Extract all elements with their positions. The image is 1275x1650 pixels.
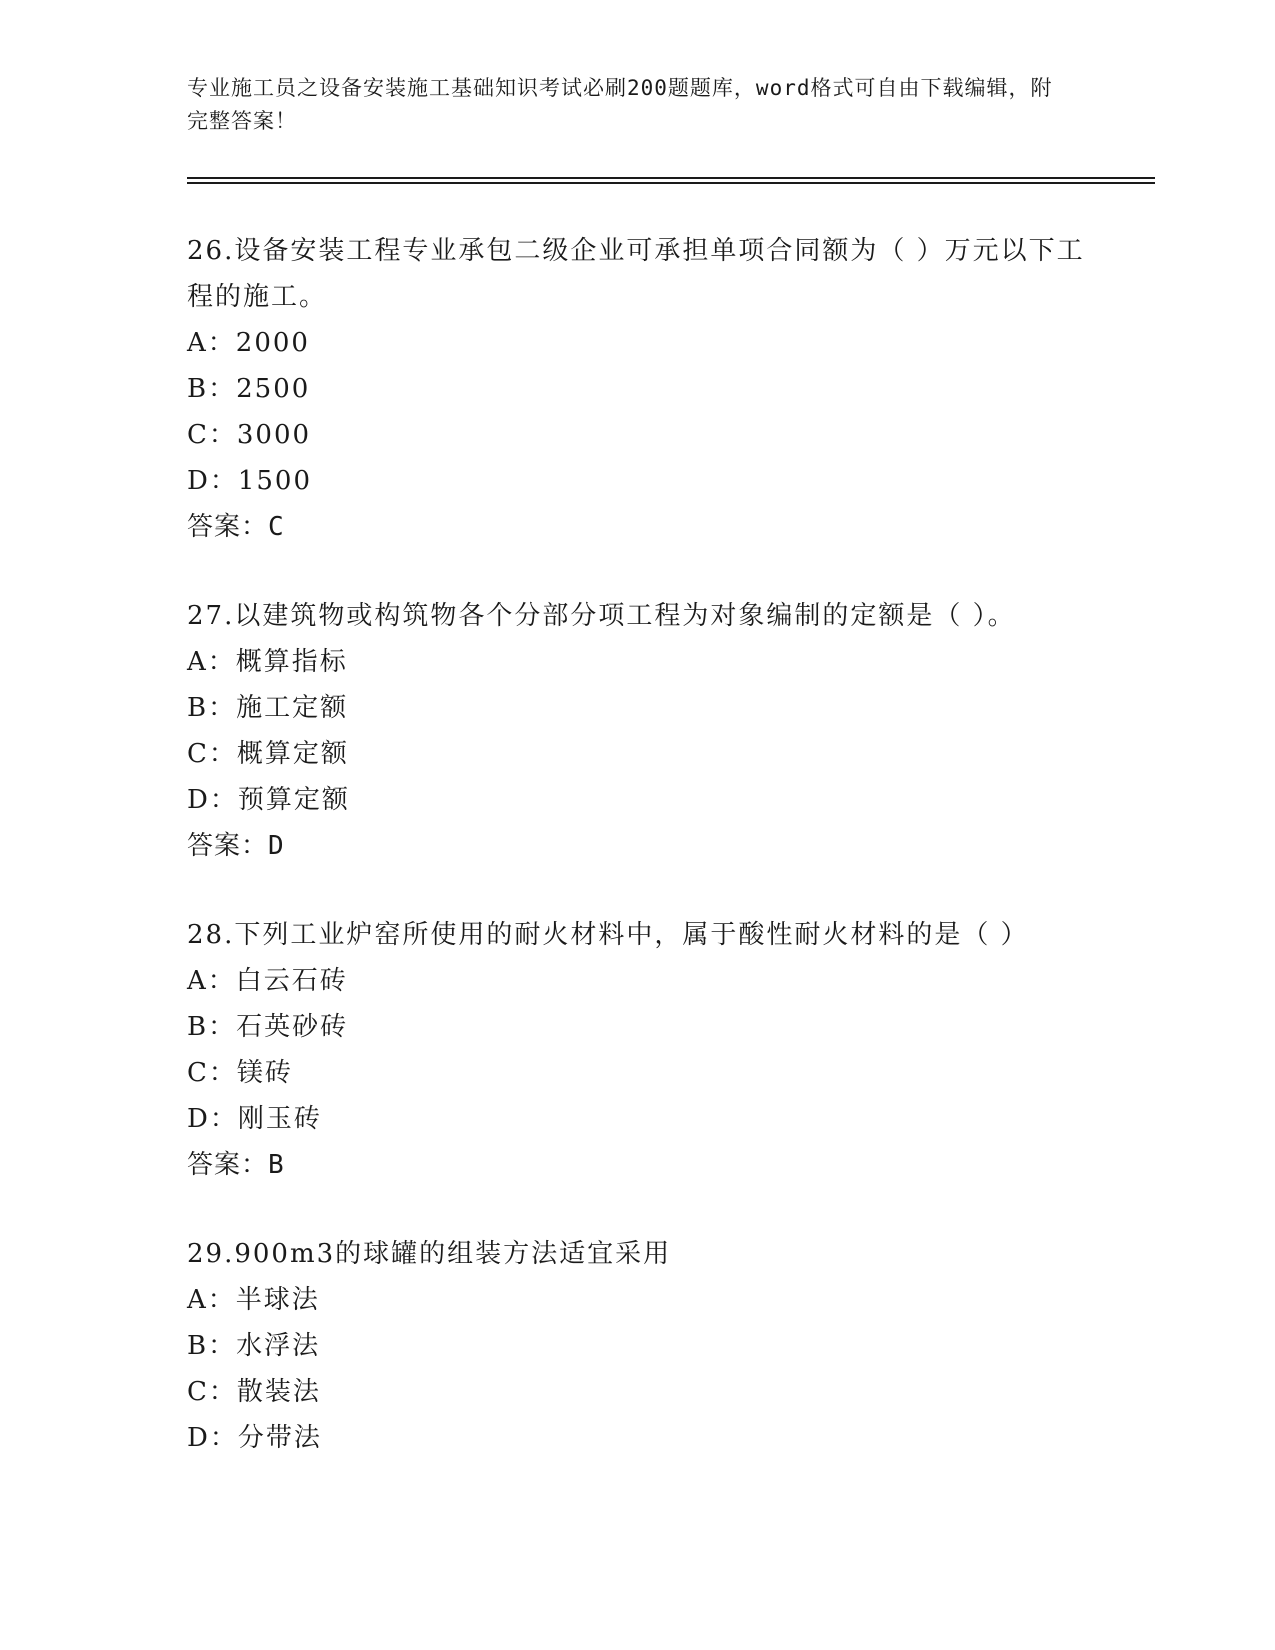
header-divider-bottom <box>187 182 1155 184</box>
question-text: 29.900m3的球罐的组装方法适宜采用 <box>187 1239 672 1269</box>
document-header: 专业施工员之设备安装施工基础知识考试必刷200题题库，word格式可自由下载编辑，附完整答案！ <box>187 76 1053 133</box>
option-c: C：3000 <box>187 420 312 450</box>
answer: 答案：C <box>187 512 285 542</box>
option-b: B：石英砂砖 <box>187 1012 349 1042</box>
option-d: D：预算定额 <box>187 785 350 815</box>
question-text: 27.以建筑物或构筑物各个分部分项工程为对象编制的定额是（ ）。 <box>187 601 1016 631</box>
header-divider-top <box>187 177 1155 179</box>
option-b: B：施工定额 <box>187 693 349 723</box>
option-a: A：2000 <box>187 328 310 358</box>
option-a: A：概算指标 <box>187 647 348 677</box>
option-a: A：半球法 <box>187 1285 320 1315</box>
option-b: B：水浮法 <box>187 1331 321 1361</box>
answer: 答案：B <box>187 1150 285 1180</box>
option-d: D：分带法 <box>187 1423 322 1453</box>
option-c: C：散装法 <box>187 1377 321 1407</box>
question-text: 26.设备安装工程专业承包二级企业可承担单项合同额为（ ）万元以下工程的施工。 <box>187 236 1085 312</box>
question-text: 28.下列工业炉窑所使用的耐火材料中，属于酸性耐火材料的是（ ） <box>187 920 1029 950</box>
option-b: B：2500 <box>187 374 311 404</box>
option-d: D：1500 <box>187 466 313 496</box>
answer: 答案：D <box>187 831 285 861</box>
question-29 <box>187 1231 1087 1461</box>
option-c: C：镁砖 <box>187 1058 293 1088</box>
option-c: C：概算定额 <box>187 739 349 769</box>
option-d: D：刚玉砖 <box>187 1104 322 1134</box>
question-28 <box>187 912 1087 1188</box>
question-27 <box>187 593 1087 869</box>
option-a: A：白云石砖 <box>187 966 348 996</box>
question-26 <box>187 228 1087 550</box>
